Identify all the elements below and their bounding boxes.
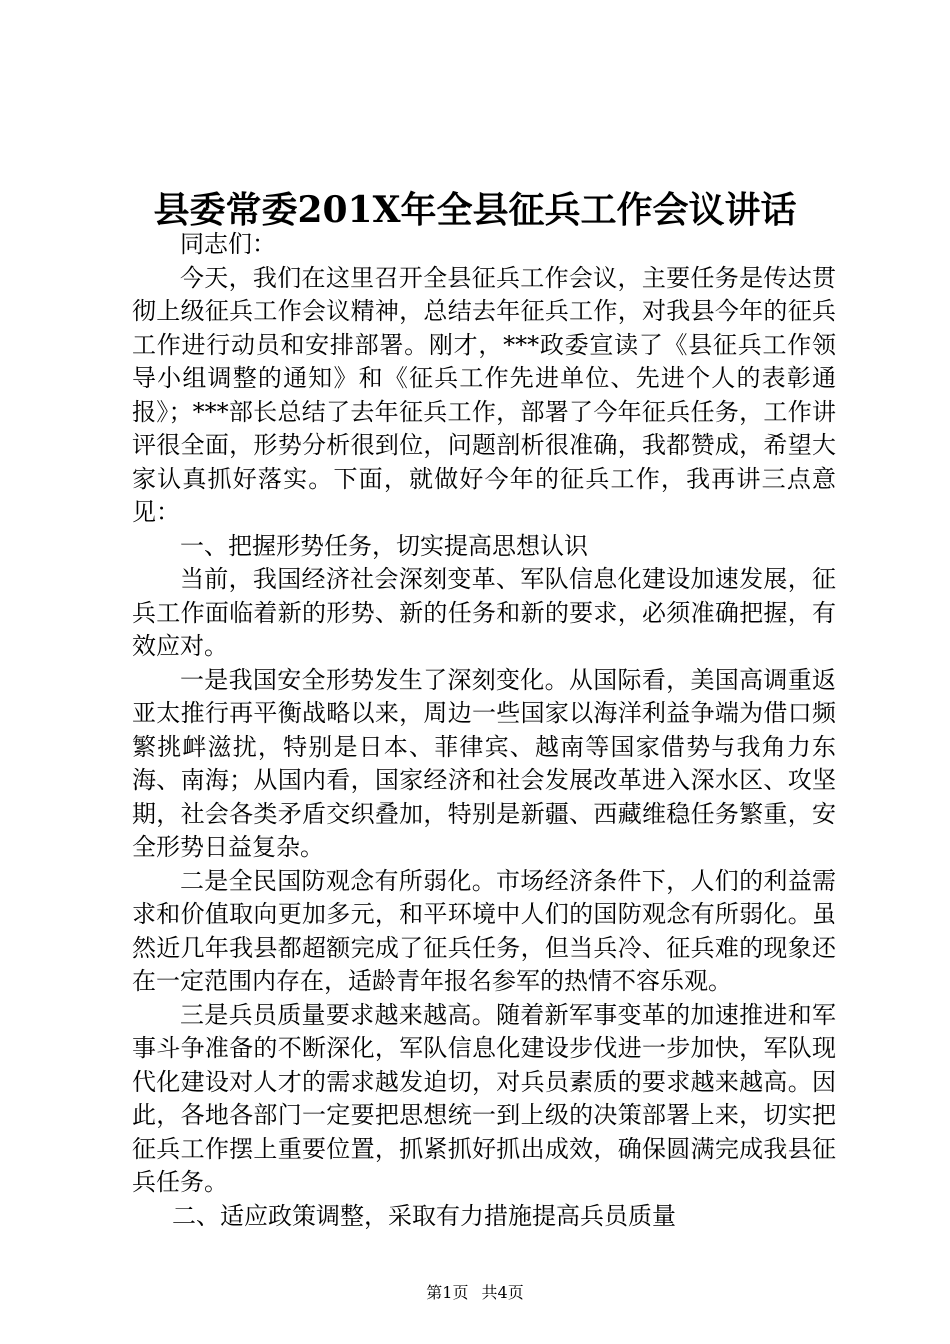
paragraph-intro: 今天，我们在这里召开全县征兵工作会议，主要任务是传达贯彻上级征兵工作会议精神，总结去年征兵工作，对我县今年的征兵工作进行动员和安排部署。刚才，***政委宣读了《县征兵工作领导小组调整的通知》和《征兵工作先进单位、先进个人的表彰通报》；***部长总结了去年征兵工作，部署了今年征兵任务，工作讲评很全面，形势分析很到位，问题剖析很准确，我都赞成，希望大家认真抓好落实。下面，就做好今年的征兵工作，我再讲三点意见： <box>132 263 836 526</box>
section-heading-1: 一、把握形势任务，切实提高思想认识 <box>180 531 588 560</box>
document-title: 县委常委201X年全县征兵工作会议讲话 <box>153 189 797 231</box>
paragraph-situation: 当前，我国经济社会深刻变革、军队信息化建设加速发展，征兵工作面临着新的形势、新的任务和新的要求，必须准确把握，有效应对。 <box>132 565 836 660</box>
paragraph-point-1: 一是我国安全形势发生了深刻变化。从国际看，美国高调重返亚太推行再平衡战略以来，周边一些国家以海洋利益争端为借口频繁挑衅滋扰，特别是日本、菲律宾、越南等国家借势与我角力东海、南海；从国内看，国家经济和社会发展改革进入深水区、攻坚期，社会各类矛盾交织叠加，特别是新疆、西藏维稳任务繁重，安全形势日益复杂。 <box>132 665 836 861</box>
paragraph-point-2: 二是全民国防观念有所弱化。市场经济条件下，人们的利益需求和价值取向更加多元，和平环境中人们的国防观念有所弱化。虽然近几年我县都超额完成了征兵任务，但当兵冷、征兵难的现象还在一定范围内存在，适龄青年报名参军的热情不容乐观。 <box>132 866 836 995</box>
paragraph-point-3: 三是兵员质量要求越来越高。随着新军事变革的加速推进和军事斗争准备的不断深化，军队信息化建设步伐进一步加快，军队现代化建设对人才的需求越发迫切，对兵员素质的要求越来越高。因此，各地各部门一定要把思想统一到上级的决策部署上来，切实把征兵工作摆上重要位置，抓紧抓好抓出成效，确保圆满完成我县征兵任务。 <box>132 1000 836 1196</box>
page-number: 第1页 <box>426 1283 469 1302</box>
section-heading-2: 二、适应政策调整，采取有力措施提高兵员质量 <box>172 1201 676 1230</box>
document-body <box>132 228 836 1233</box>
greeting: 同志们： <box>180 230 276 258</box>
page-total: 共4页 <box>481 1283 524 1302</box>
page-footer <box>0 1283 950 1303</box>
